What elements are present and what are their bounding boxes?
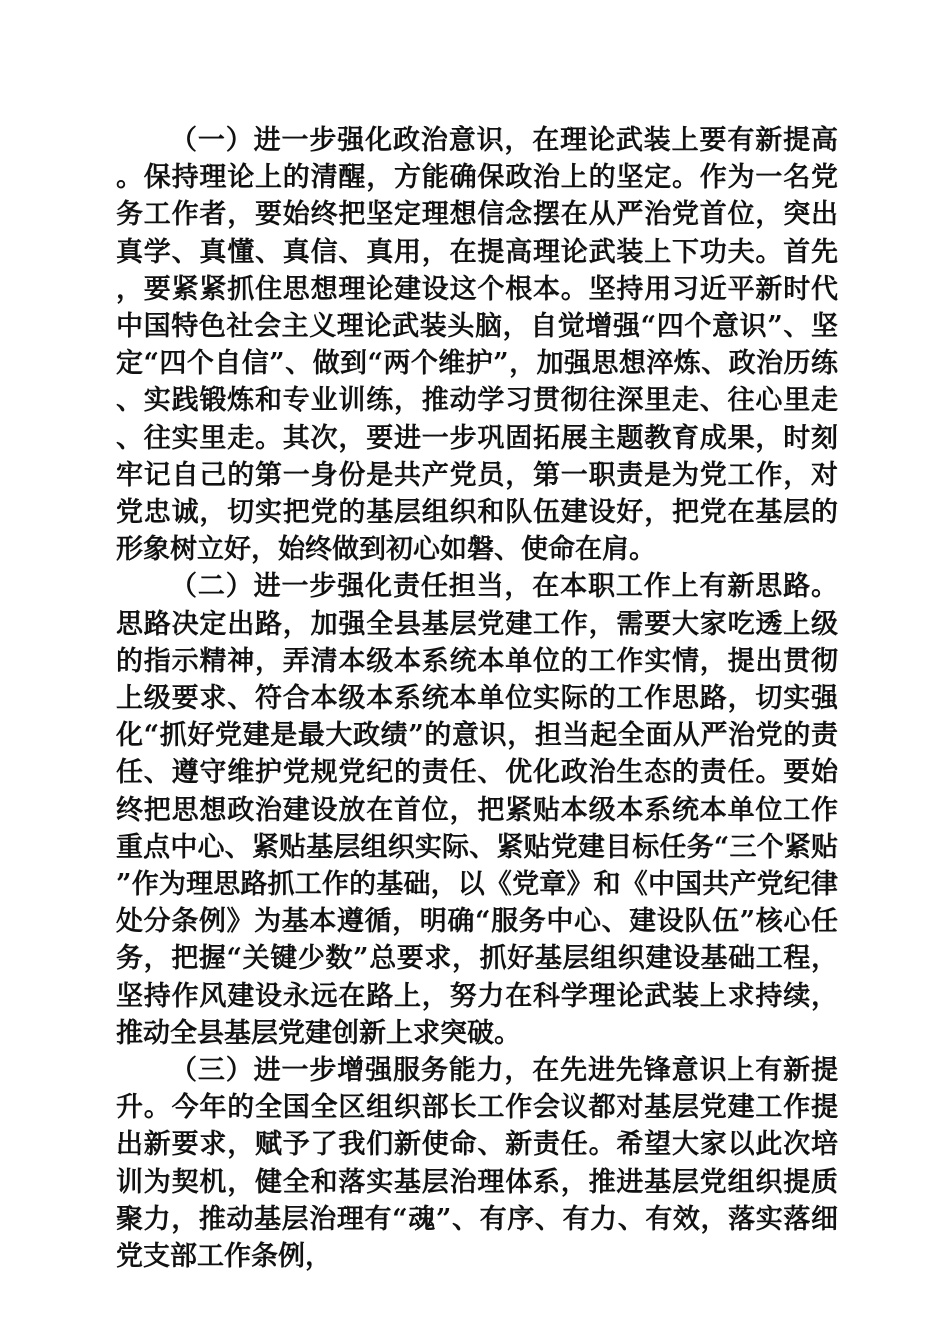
paragraph-2: （二）进一步强化责任担当，在本职工作上有新思路。思路决定出路，加强全县基层党建工作，需要大家吃透上级的指示精神，弄清本级本系统本单位的工作实情，提出贯彻上级要求、符合本级本系统本单位实际的工作思路，切实强化“抓好党建是最大政绩”的意识，担当起全面从严治党的责任、遵守维护党规党纪的责任、优化政治生态的责任。要始终把思想政治建设放在首位，把紧贴本级本系统本单位工作重点中心、紧贴基层组织实际、紧贴党建目标任务“三个紧贴”作为理思路抓工作的基础，以《党章》和《中国共产党纪律处分条例》为基本遵循，明确“服务中心、建设队伍”核心任务，把握“关键少数”总要求，抓好基层组织建设基础工程，坚持作风建设永远在路上，努力在科学理论武装上求持续，推动全县基层党建创新上求突破。 xyxy=(116,571,838,1049)
document-body xyxy=(116,122,838,1275)
paragraph-1: （一）进一步强化政治意识，在理论武装上要有新提高。保持理论上的清醒，方能确保政治上的坚定。作为一名党务工作者，要始终把坚定理想信念摆在从严治党首位，突出真学、真懂、真信、真用，在提高理论武装上下功夫。首先，要紧紧抓住思想理论建设这个根本。坚持用习近平新时代中国特色社会主义理论武装头脑，自觉增强“四个意识”、坚定“四个自信”、做到“两个维护”，加强思想淬炼、政治历练、实践锻炼和专业训练，推动学习贯彻往深里走、往心里走、往实里走。其次，要进一步巩固拓展主题教育成果，时刻牢记自己的第一身份是共产党员，第一职责是为党工作，对党忠诚，切实把党的基层组织和队伍建设好，把党在基层的形象树立好，始终做到初心如磐、使命在肩。 xyxy=(116,125,838,566)
paragraph-3: （三）进一步增强服务能力，在先进先锋意识上有新提升。今年的全国全区组织部长工作会议都对基层党建工作提出新要求，赋予了我们新使命、新责任。希望大家以此次培训为契机，健全和落实基层治理体系，推进基层党组织提质聚力，推动基层治理有“魂”、有序、有力、有效，落实落细党支部工作条例， xyxy=(116,1055,838,1273)
